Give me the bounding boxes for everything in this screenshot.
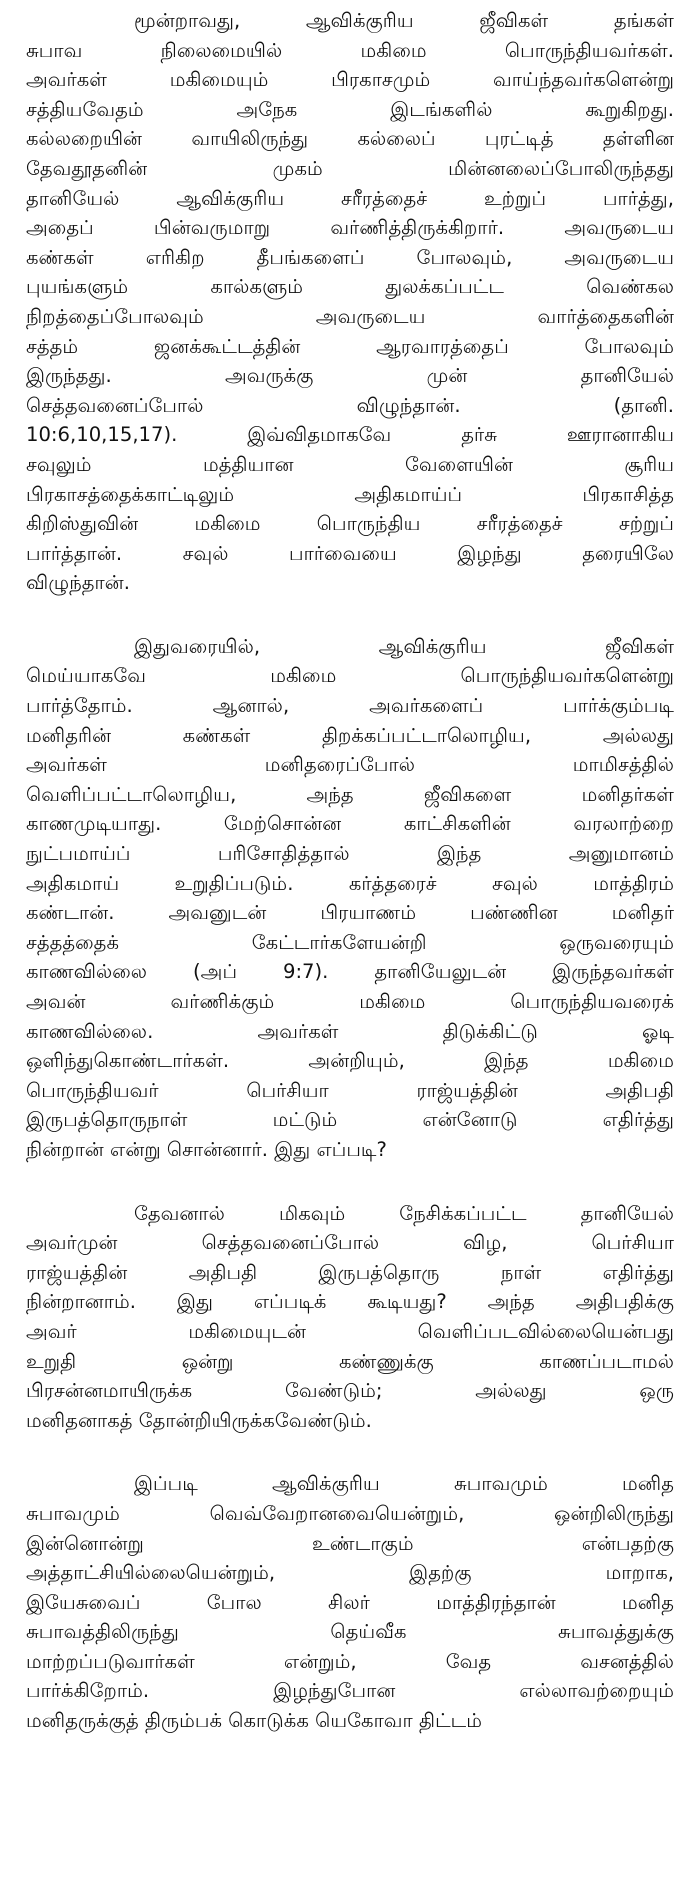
text-line: மனிதனாகத் தோன்றியிருக்கவேண்டும். — [26, 1408, 372, 1432]
text-line: மெய்யாகவே மகிமை பொருந்தியவர்களென்று — [26, 664, 674, 688]
text-line: அவர்முன் செத்தவனைப்போல் விழ, பெர்சியா — [26, 1231, 674, 1255]
text-line: பிரசன்னமாயிருக்க வேண்டும்; அல்லது ஒரு — [26, 1379, 674, 1403]
text-line: ராஜ்யத்தின் அதிபதி இருபத்தொரு நாள் எதிர்த்து — [26, 1260, 674, 1284]
text-line: அவன் வர்ணிக்கும் மகிமை பொருந்தியவரைக் — [26, 990, 674, 1013]
text-line: தேவதூதனின் முகம் மின்னலைப்போலிருந்தது — [26, 156, 674, 180]
text-line: பார்த்தோம். ஆனால், அவர்களைப் பார்க்கும்படி — [26, 694, 674, 718]
text-line: தானியேல் ஆவிக்குரிய சரீரத்தைச் உற்றுப் பார்த்து, — [26, 186, 674, 210]
text-line: இப்படி ஆவிக்குரிய சுபாவமும் மனித — [134, 1472, 674, 1496]
paragraph — [26, 6, 674, 598]
text-line: அதிகமாய் உறுதிப்படும். கர்த்தரைச் சவுல் மாத்திரம் — [26, 871, 674, 895]
text-line: விழுந்தான். — [26, 571, 131, 595]
text-line: அவர்கள் மகிமையும் பிரகாசமும் வாய்ந்தவர்களென்று — [26, 68, 674, 92]
text-line: ஒளிந்துகொண்டார்கள். அன்றியும், இந்த மகிமை — [26, 1049, 674, 1073]
text-line: உறுதி ஒன்று கண்ணுக்கு காணப்படாமல் — [26, 1349, 674, 1373]
paragraph — [26, 1469, 674, 1735]
paragraph — [26, 1199, 674, 1436]
text-line: சத்தத்தைக் கேட்டார்களேயன்றி ஒருவரையும் — [26, 930, 674, 954]
text-line: சுபாவத்திலிருந்து தெய்வீக சுபாவத்துக்கு — [26, 1620, 674, 1644]
text-line: சுபாவமும் வெவ்வேறானவையென்றும், ஒன்றிலிருந்து — [26, 1501, 674, 1525]
text-line: சத்தம் ஜனக்கூட்டத்தின் ஆரவாரத்தைப் போலவும் — [26, 334, 674, 358]
text-line: மனிதருக்குத் திரும்பக் கொடுக்க யெகோவா திட்டம் — [26, 1709, 483, 1733]
text-line: இன்னொன்று உண்டாகும் என்பதற்கு — [26, 1531, 674, 1555]
text-line: மனிதரின் கண்கள் திறக்கப்பட்டாலொழிய, அல்லது — [26, 723, 674, 747]
text-line: இருபத்தொருநாள் மட்டும் என்னோடு எதிர்த்து — [26, 1108, 674, 1132]
text-line: பொருந்தியவர் பெர்சியா ராஜ்யத்தின் அதிபதி — [26, 1078, 674, 1102]
text-line: பிரகாசத்தைக்காட்டிலும் அதிகமாய்ப் பிரகாசித்த — [26, 482, 674, 506]
text-line: இயேசுவைப் போல சிலர் மாத்திரந்தான் மனித — [26, 1590, 674, 1614]
text-line: கண்டான். அவனுடன் பிரயாணம் பண்ணின மனிதர் — [26, 901, 674, 925]
text-line: இருந்தது. அவருக்கு முன் தானியேல் — [26, 364, 674, 388]
text-line: சவுலும் மத்தியான வேளையின் சூரிய — [26, 452, 674, 476]
text-line: தேவனால் மிகவும் நேசிக்கப்பட்ட தானியேல் — [134, 1201, 674, 1225]
text-line: நின்றானாம். இது எப்படிக் கூடியது? அந்த அதிபதிக்கு — [26, 1290, 674, 1314]
text-line: நுட்பமாய்ப் பரிசோதித்தால் இந்த அனுமானம் — [26, 842, 674, 866]
text-line: அத்தாட்சியில்லையென்றும், இதற்கு மாறாக, — [26, 1561, 674, 1585]
text-line: வெளிப்பட்டாலொழிய, அந்த ஜீவிகளை மனிதர்கள் — [26, 782, 674, 806]
text-line: கண்கள் எரிகிற தீபங்களைப் போலவும், அவருடைய — [26, 245, 674, 269]
text-line: புயங்களும் கால்களும் துலக்கப்பட்ட வெண்கல — [26, 275, 674, 299]
text-line: அவர் மகிமையுடன் வெளிப்படவில்லையென்பது — [26, 1319, 674, 1343]
text-line: கல்லறையின் வாயிலிருந்து கல்லைப் புரட்டித் தள்ளின — [26, 127, 674, 151]
text-line: செத்தவனைப்போல் விழுந்தான். (தானி. — [26, 393, 674, 417]
text-line: இதுவரையில், ஆவிக்குரிய ஜீவிகள் — [134, 634, 674, 658]
text-line: சுபாவ நிலைமையில் மகிமை பொருந்தியவர்கள். — [26, 38, 674, 62]
text-line: காணவில்லை (அப் 9:7). தானியேலுடன் இருந்தவர்கள் — [26, 960, 674, 984]
text-line: மாற்றப்படுவார்கள் என்றும், வேத வசனத்தில் — [26, 1649, 674, 1673]
text-line: காணவில்லை. அவர்கள் திடுக்கிட்டு ஓடி — [26, 1019, 674, 1043]
text-line: காணமுடியாது. மேற்சொன்ன காட்சிகளின் வரலாற்றை — [26, 812, 674, 836]
text-line: சத்தியவேதம் அநேக இடங்களில் கூறுகிறது. — [26, 97, 674, 121]
text-line: பார்த்தான். சவுல் பார்வையை இழந்து தரையிலே — [26, 541, 674, 565]
text-line: நின்றான் என்று சொன்னார். இது எப்படி? — [26, 1137, 387, 1161]
text-line: நிறத்தைப்போலவும் அவருடைய வார்த்தைகளின் — [26, 304, 674, 328]
text-line: கிறிஸ்துவின் மகிமை பொருந்திய சரீரத்தைச் சற்றுப் — [26, 512, 674, 536]
text-line: அதைப் பின்வருமாறு வர்ணித்திருக்கிறார். அவருடைய — [26, 216, 674, 240]
text-line: பார்க்கிறோம். இழந்துபோன எல்லாவற்றையும் — [26, 1679, 674, 1703]
text-line: அவர்கள் மனிதரைப்போல் மாமிசத்தில் — [26, 753, 674, 777]
body-text — [26, 6, 674, 1736]
text-line: மூன்றாவது, ஆவிக்குரிய ஜீவிகள் தங்கள் — [134, 9, 674, 32]
text-line: 10:6,10,15,17). இவ்விதமாகவே தர்சு ஊரானாகிய — [26, 423, 674, 447]
paragraph — [26, 632, 674, 1165]
